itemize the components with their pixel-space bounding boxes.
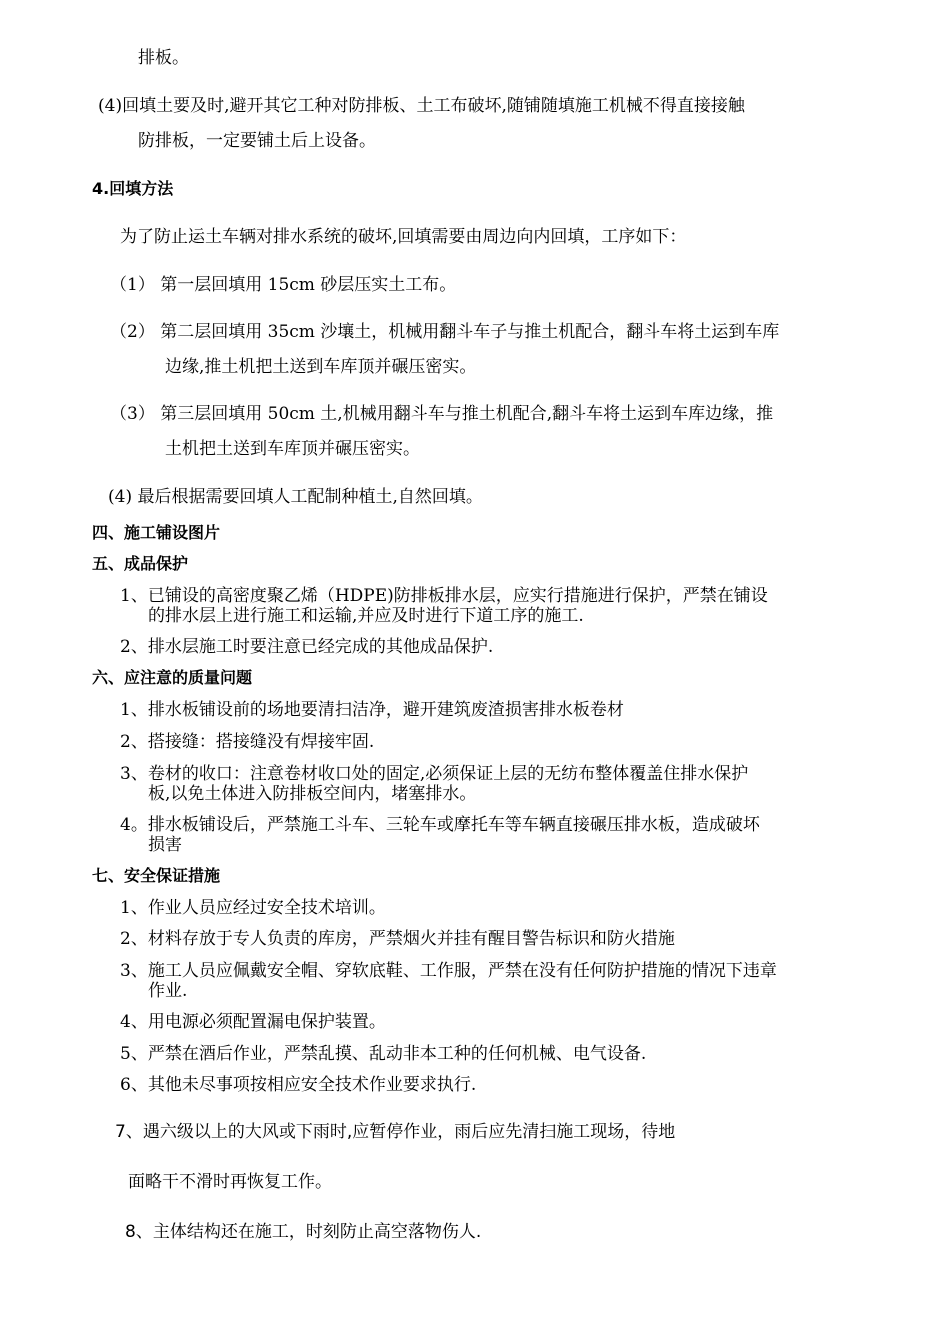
list-item: 2、搭接缝：搭接缝没有焊接牢固.: [120, 732, 375, 752]
list-item: 7、遇六级以上的大风或下雨时,应暂停作业，雨后应先清扫施工现场，待地: [115, 1122, 676, 1142]
paragraph-line: 防排板，一定要铺土后上设备。: [138, 131, 376, 151]
section-heading: 六、应注意的质量问题: [92, 668, 253, 687]
list-item: 2、排水层施工时要注意已经完成的其他成品保护.: [120, 637, 494, 657]
list-item: 4。排水板铺设后，严禁施工斗车、三轮车或摩托车等车辆直接碾压排水板，造成破坏: [120, 815, 760, 835]
list-item: (4) 最后根据需要回填人工配制种植土,自然回填。: [108, 487, 483, 507]
list-item: （2） 第二层回填用 35cm 沙壤土，机械用翻斗车子与推土机配合，翻斗车将土运到车库: [110, 322, 780, 342]
section-heading: 4.回填方法: [92, 179, 174, 198]
paragraph-line: (4)回填土要及时,避开其它工种对防排板、土工布破坏,随铺随填施工机械不得直接接触: [98, 96, 745, 116]
paragraph-line: 为了防止运土车辆对排水系统的破坏,回填需要由周边向内回填，工序如下：: [120, 227, 687, 247]
list-item-continuation: 土机把土送到车库顶并碾压密实。: [165, 439, 420, 459]
list-item: 8、主体结构还在施工，时刻防止高空落物伤人.: [125, 1222, 482, 1242]
section-heading: 五、成品保护: [92, 554, 189, 573]
section-heading: 七、安全保证措施: [92, 866, 221, 885]
list-item: 1、作业人员应经过安全技术培训。: [120, 898, 386, 918]
list-item-continuation: 边缘,推土机把土送到车库顶并碾压密实。: [165, 357, 477, 377]
list-item: 1、排水板铺设前的场地要清扫洁净，避开建筑废渣损害排水板卷材: [120, 700, 624, 720]
list-item: 5、严禁在酒后作业，严禁乱摸、乱动非本工种的任何机械、电气设备.: [120, 1044, 647, 1064]
list-item-continuation: 面略干不滑时再恢复工作。: [128, 1172, 332, 1192]
list-item: 3、卷材的收口：注意卷材收口处的固定,必须保证上层的无纺布整体覆盖住排水保护: [120, 764, 749, 784]
list-item: （3） 第三层回填用 50cm 土,机械用翻斗车与推土机配合,翻斗车将土运到车库边缘，推: [110, 404, 774, 424]
list-item: 2、材料存放于专人负责的库房，严禁烟火并挂有醒目警告标识和防火措施: [120, 929, 675, 949]
list-item: （1） 第一层回填用 15cm 砂层压实土工布。: [110, 275, 457, 295]
list-item-continuation: 作业.: [148, 981, 188, 1001]
list-item: 6、其他未尽事项按相应安全技术作业要求执行.: [120, 1075, 477, 1095]
list-item-continuation: 损害: [148, 835, 182, 855]
list-item-continuation: 的排水层上进行施工和运输,并应及时进行下道工序的施工.: [148, 606, 584, 626]
section-heading: 四、施工铺设图片: [92, 523, 221, 542]
list-item: 3、施工人员应佩戴安全帽、穿软底鞋、工作服，严禁在没有任何防护措施的情况下违章: [120, 961, 777, 981]
list-item-continuation: 板,以免土体进入防排板空间内，堵塞排水。: [148, 784, 477, 804]
list-item: 4、用电源必须配置漏电保护装置。: [120, 1012, 386, 1032]
paragraph-line: 排板。: [138, 48, 189, 68]
list-item: 1、已铺设的高密度聚乙烯（HDPE)防排板排水层，应实行措施进行保护，严禁在铺设: [120, 586, 768, 606]
